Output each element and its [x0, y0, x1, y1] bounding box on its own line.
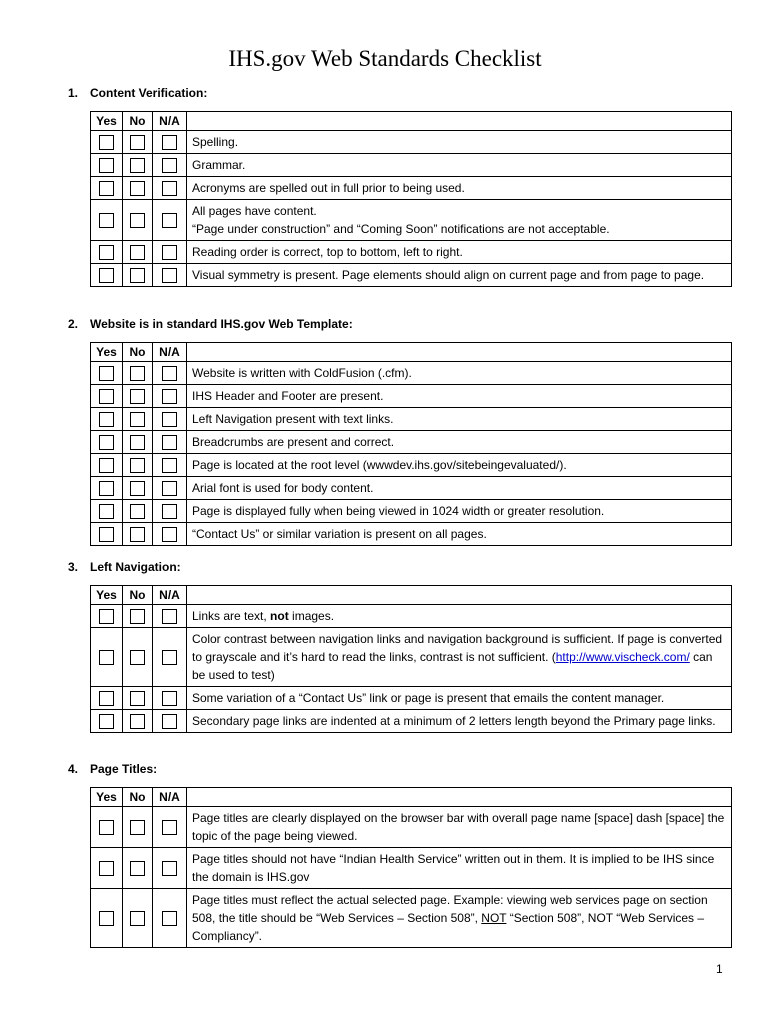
section-number: 3. — [68, 560, 79, 574]
table-header-row — [91, 586, 732, 605]
yes-checkbox[interactable] — [99, 504, 114, 519]
table-row — [91, 154, 732, 177]
emphasis-text: NOT — [481, 911, 507, 925]
yes-checkbox[interactable] — [99, 158, 114, 173]
item-text: Secondary page links are indented at a minimum of 2 letters length beyond the Primary page links. — [187, 710, 732, 733]
yes-checkbox[interactable] — [99, 435, 114, 450]
table-row — [91, 687, 732, 710]
na-checkbox[interactable] — [162, 158, 177, 173]
no-checkbox[interactable] — [130, 504, 145, 519]
yes-checkbox[interactable] — [99, 481, 114, 496]
section-title: Page Titles: — [90, 762, 158, 776]
checklist-table-page-titles — [90, 787, 732, 948]
column-header-no: No — [123, 586, 153, 605]
column-header-na: N/A — [153, 343, 187, 362]
no-checkbox[interactable] — [130, 181, 145, 196]
item-text — [187, 200, 732, 241]
yes-checkbox[interactable] — [99, 458, 114, 473]
item-text: Breadcrumbs are present and correct. — [187, 431, 732, 454]
yes-checkbox[interactable] — [99, 389, 114, 404]
no-checkbox[interactable] — [130, 481, 145, 496]
no-checkbox[interactable] — [130, 458, 145, 473]
table-row — [91, 362, 732, 385]
item-text: Page titles are clearly displayed on the browser bar with overall page name [space] dash [space] the topic of the page being viewed. — [187, 807, 732, 848]
item-text-part: images. — [288, 609, 335, 623]
na-checkbox[interactable] — [162, 481, 177, 496]
yes-checkbox[interactable] — [99, 213, 114, 228]
column-header-no: No — [123, 788, 153, 807]
section-title: Left Navigation: — [90, 560, 181, 574]
item-text-part: “Section 508”, NOT “Web Services – Compliancy”. — [192, 911, 705, 943]
yes-checkbox[interactable] — [99, 268, 114, 283]
column-header-na: N/A — [153, 112, 187, 131]
table-header-row — [91, 343, 732, 362]
section-title: Website is in standard IHS.gov Web Template: — [90, 317, 353, 331]
column-header-yes: Yes — [91, 586, 123, 605]
table-row — [91, 408, 732, 431]
emphasis-text: not — [270, 609, 289, 623]
item-text: Acronyms are spelled out in full prior to being used. — [187, 177, 732, 200]
section-number: 4. — [68, 762, 79, 776]
item-text: Arial font is used for body content. — [187, 477, 732, 500]
no-checkbox[interactable] — [130, 527, 145, 542]
table-row — [91, 807, 732, 848]
item-text-part: Color contrast between navigation links and navigation background is sufficient. If page is converted to grayscale and it’s hard to read the links, contrast is not sufficient. ( — [192, 632, 723, 664]
item-text-line: “Page under construction” and “Coming Soon” notifications are not acceptable. — [192, 222, 610, 236]
column-header-na: N/A — [153, 788, 187, 807]
table-row — [91, 200, 732, 241]
section-heading-web-template — [68, 317, 353, 331]
table-row — [91, 889, 732, 948]
item-text: Page titles should not have “Indian Health Service” written out in them. It is implied to be IHS since the domain is IHS.gov — [187, 848, 732, 889]
column-header-na: N/A — [153, 586, 187, 605]
table-row — [91, 477, 732, 500]
na-checkbox[interactable] — [162, 213, 177, 228]
item-text: Left Navigation present with text links. — [187, 408, 732, 431]
section-heading-left-navigation — [68, 560, 181, 574]
table-header-row — [91, 112, 732, 131]
no-checkbox[interactable] — [130, 412, 145, 427]
na-checkbox[interactable] — [162, 366, 177, 381]
section-title: Content Verification: — [90, 86, 208, 100]
item-text: Reading order is correct, top to bottom, left to right. — [187, 241, 732, 264]
table-row — [91, 605, 732, 628]
item-text: Spelling. — [187, 131, 732, 154]
na-checkbox[interactable] — [162, 714, 177, 729]
item-text-part: Links are text, — [192, 609, 271, 623]
no-checkbox[interactable] — [130, 861, 145, 876]
checklist-table-left-navigation — [90, 585, 732, 733]
column-header-yes: Yes — [91, 112, 123, 131]
no-checkbox[interactable] — [130, 158, 145, 173]
table-header-row — [91, 788, 732, 807]
na-checkbox[interactable] — [162, 609, 177, 624]
column-header-item — [187, 788, 732, 807]
yes-checkbox[interactable] — [99, 412, 114, 427]
table-row — [91, 264, 732, 287]
yes-checkbox[interactable] — [99, 714, 114, 729]
na-checkbox[interactable] — [162, 504, 177, 519]
yes-checkbox[interactable] — [99, 911, 114, 926]
no-checkbox[interactable] — [130, 609, 145, 624]
na-checkbox[interactable] — [162, 389, 177, 404]
column-header-yes: Yes — [91, 343, 123, 362]
na-checkbox[interactable] — [162, 527, 177, 542]
table-row — [91, 385, 732, 408]
na-checkbox[interactable] — [162, 412, 177, 427]
section-number: 2. — [68, 317, 79, 331]
yes-checkbox[interactable] — [99, 861, 114, 876]
column-header-yes: Yes — [91, 788, 123, 807]
yes-checkbox[interactable] — [99, 691, 114, 706]
item-text: Grammar. — [187, 154, 732, 177]
table-row — [91, 177, 732, 200]
no-checkbox[interactable] — [130, 245, 145, 260]
na-checkbox[interactable] — [162, 435, 177, 450]
na-checkbox[interactable] — [162, 458, 177, 473]
table-row — [91, 241, 732, 264]
no-checkbox[interactable] — [130, 389, 145, 404]
table-row — [91, 454, 732, 477]
yes-checkbox[interactable] — [99, 527, 114, 542]
no-checkbox[interactable] — [130, 213, 145, 228]
item-text — [187, 605, 732, 628]
item-text: Some variation of a “Contact Us” link or page is present that emails the content manager. — [187, 687, 732, 710]
page-title: IHS.gov Web Standards Checklist — [228, 46, 542, 71]
na-checkbox[interactable] — [162, 820, 177, 835]
na-checkbox[interactable] — [162, 135, 177, 150]
yes-checkbox[interactable] — [99, 650, 114, 665]
table-row — [91, 710, 732, 733]
page-number: 1 — [716, 962, 723, 976]
item-text: IHS Header and Footer are present. — [187, 385, 732, 408]
table-row — [91, 131, 732, 154]
no-checkbox[interactable] — [130, 911, 145, 926]
column-header-no: No — [123, 343, 153, 362]
column-header-item — [187, 586, 732, 605]
table-row — [91, 431, 732, 454]
item-text: “Contact Us” or similar variation is present on all pages. — [187, 523, 732, 546]
section-heading-content-verification — [68, 86, 207, 100]
table-row — [91, 500, 732, 523]
na-checkbox[interactable] — [162, 650, 177, 665]
column-header-item — [187, 343, 732, 362]
na-checkbox[interactable] — [162, 691, 177, 706]
yes-checkbox[interactable] — [99, 181, 114, 196]
column-header-no: No — [123, 112, 153, 131]
na-checkbox[interactable] — [162, 181, 177, 196]
yes-checkbox[interactable] — [99, 609, 114, 624]
no-checkbox[interactable] — [130, 650, 145, 665]
yes-checkbox[interactable] — [99, 820, 114, 835]
na-checkbox[interactable] — [162, 245, 177, 260]
no-checkbox[interactable] — [130, 268, 145, 283]
no-checkbox[interactable] — [130, 691, 145, 706]
section-heading-page-titles — [68, 762, 157, 776]
yes-checkbox[interactable] — [99, 135, 114, 150]
checklist-table-content-verification — [90, 111, 732, 287]
section-number: 1. — [68, 86, 79, 100]
na-checkbox[interactable] — [162, 268, 177, 283]
no-checkbox[interactable] — [130, 435, 145, 450]
column-header-item — [187, 112, 732, 131]
item-text: Page is displayed fully when being viewed in 1024 width or greater resolution. — [187, 500, 732, 523]
item-text — [187, 889, 732, 948]
no-checkbox[interactable] — [130, 135, 145, 150]
table-row — [91, 848, 732, 889]
yes-checkbox[interactable] — [99, 366, 114, 381]
no-checkbox[interactable] — [130, 366, 145, 381]
item-text-part: Page titles must reflect the actual selected page. Example: viewing web services page on section 508, the title should be “Web Services – Section 508”, — [192, 893, 708, 925]
item-text: Website is written with ColdFusion (.cfm). — [187, 362, 732, 385]
item-text-part: can be used to test) — [192, 650, 713, 682]
na-checkbox[interactable] — [162, 861, 177, 876]
table-row — [91, 628, 732, 687]
no-checkbox[interactable] — [130, 820, 145, 835]
no-checkbox[interactable] — [130, 714, 145, 729]
item-text-line: All pages have content. — [192, 204, 317, 218]
item-text — [187, 628, 732, 687]
vischeck-link[interactable]: http://www.vischeck.com/ — [555, 650, 690, 664]
item-text: Visual symmetry is present. Page elements should align on current page and from page to page. — [187, 264, 732, 287]
yes-checkbox[interactable] — [99, 245, 114, 260]
na-checkbox[interactable] — [162, 911, 177, 926]
table-row — [91, 523, 732, 546]
checklist-table-web-template — [90, 342, 732, 546]
item-text: Page is located at the root level (wwwdev.ihs.gov/sitebeingevaluated/). — [187, 454, 732, 477]
